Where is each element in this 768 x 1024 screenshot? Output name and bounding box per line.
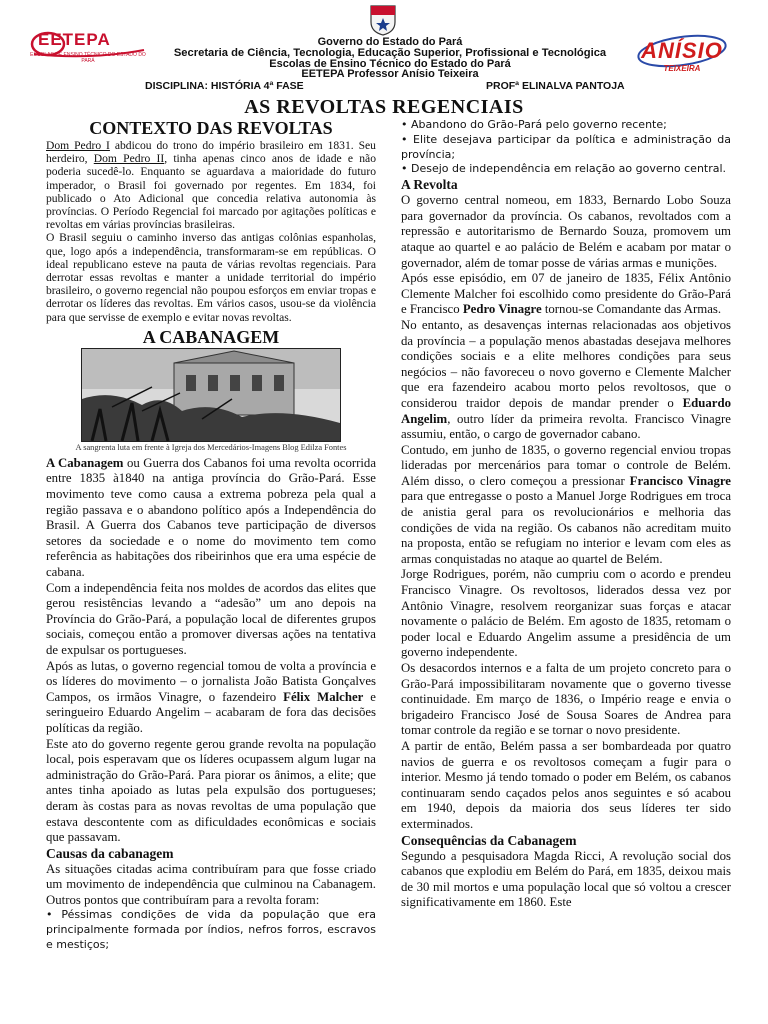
revolta-paragraph-6: Os desacordos internos e a falta de um projeto concreto para o Grão-Pará impossibilitaram novamente que o governo tivesse continuidade. Em março de 1836, o Império reage e envia o brigadeiro Francisco José de Sousa Soares de Andrea para tomar controle da região e se tornar o novo presidente.: [401, 661, 731, 738]
revolta-p2-text-end: tornou-se Comandante das Armas.: [541, 302, 722, 317]
header-line-4: EETEPA Professor Anísio Teixeira: [301, 68, 479, 80]
revolta-p2-text: Após esse episódio, em 07 de janeiro de 1835, Félix Antônio Clemente Malcher foi escolhido como presidente do Grão-Pará e Francisco: [401, 271, 731, 317]
document-header: [0, 0, 768, 92]
eetepa-logo: [30, 30, 146, 62]
causas-heading: Causas da cabanagem: [46, 845, 174, 861]
cabanagem-paragraph-2: Com a independência feita nos moldes de acordos das elites que gerou resistências levando a “adesão” um ano depois na Província do Grão-Pará, a população local de diferentes grupos sociais, começou então a promover diversas ações na tentativa de expulsar os portugueses.: [46, 580, 376, 657]
right-column: [401, 118, 731, 911]
consequencias-heading: Consequências da Cabanagem: [401, 832, 577, 848]
revolta-p3-text: No entanto, as desavenças internas relacionadas aos objetivos da província – a população menos abastadas desejava melhores condições sociais e a elite melhores condições para seus negócios – não favoreceu o novo governo e Clemente Malcher que era fazendeiro acabou morto pelos revoltosos, que o considerou traidor depois de mandar prender o: [401, 317, 731, 410]
contexto-p1-text-end: , tinha apenas cinco anos de idade e não poderia sucedê-lo. Enquanto se aguardava a maioridade do futuro imperador, o Brasil foi governado por regentes. Em 1834, foi publicado o Ato Adicional que concedia relativa autonomia às províncias. O Período Regencial foi marcado por agitações políticas e revoltas em várias províncias brasileiras.: [46, 152, 376, 232]
anisio-logo-subtext: TEIXEIRA: [663, 64, 701, 73]
cabanagem-p3-text-end: e seringueiro Eduardo Angelim – acabaram de fora das decisões políticas da região.: [46, 689, 376, 735]
causas-bullet-3: • Elite desejava participar da política e administração da província;: [401, 132, 731, 161]
cabanagem-heading: A CABANAGEM: [142, 326, 280, 347]
cabanagem-paragraph-4: Este ato do governo regente gerou grande revolta na população local, pois esperavam que os líderes ocupassem algum lugar na administração do Grão-Pará. Para piorar os ânimos, a elite; que antes tinha apoiado as lutas pela expulsão dos portugueses; deram às costas para as novas revoltas de uma população que estava descontente com as dificuldades econômicas e sociais que passavam.: [46, 736, 376, 845]
consequencias-paragraph: Segundo a pesquisadora Magda Ricci, A revolução social dos cabanos que explodiu em Belém do Pará, em 1835, deixou mais de 30 mil mortos e uma população local que só voltou a crescer significativamente em 1860. Este: [401, 848, 731, 910]
teacher-label: PROFª ELINALVA PANTOJA: [486, 80, 625, 92]
contexto-heading: CONTEXTO DAS REVOLTAS: [89, 118, 333, 138]
contexto-p1-text: abdicou do trono do império brasileiro em 1831. Seu herdeiro,: [46, 139, 376, 166]
anisio-logo-text: ANÍSIO: [641, 38, 723, 63]
para-state-crest-icon: [368, 4, 398, 36]
revolta-paragraph-3: [401, 318, 731, 443]
eetepa-logo-text: EETEPA: [38, 30, 111, 49]
eduardo-angelim-name: Eduardo Angelim: [401, 395, 731, 426]
revolta-p3-text-end: , outro líder da primeira revolta. Francisco Vinagre assumiu, então, o cargo de governador cabano.: [401, 411, 731, 442]
eetepa-logo-subtext: ESCOLAS DE ENSINO TÉCNICO DO ESTADO DO PARÁ: [30, 52, 146, 64]
felix-malcher-name: Félix Malcher: [283, 689, 364, 704]
discipline-label: DISCIPLINA: HISTÓRIA 4ª FASE: [145, 80, 304, 92]
header-line-3: Escolas de Ensino Técnico do Estado do Pará: [269, 58, 511, 70]
contexto-paragraph-2: O Brasil seguiu o caminho inverso das antigas colônias espanholas, que, logo após a independência, transformaram-se em repúblicas. O ideal republicano esteve na pauta de várias revoltas regenciais. Para derrotar essas revoltas e manter a unidade territorial do império brasileiro, o governo regencial não poupou esforços em enviar tropas e derrotar os líderes das revoltas. Em vários casos, usou-se da violência para que servisse de exemplo e evitar novas revoltas.: [46, 231, 376, 324]
causas-bullet-4: • Desejo de independência em relação ao governo central.: [401, 162, 727, 176]
dom-pedro-ii-link: Dom Pedro II: [93, 152, 165, 166]
revolta-paragraph-2: [401, 271, 731, 318]
revolta-paragraph-7: A partir de então, Belém passa a ser bombardeada por quatro navios de guerra e os revoltosos começam a fugir para o interior. Mesmo já tendo tomado o poder em Belém, os cabanos continuaram sendo caçados pelos anos seguintes e só acabou em 1940, depois da maioria dos seus líderes ter sido exterminados.: [401, 738, 731, 831]
revolta-paragraph-4: [401, 443, 731, 568]
cabanagem-p3-text: Após as lutas, o governo regencial tomou de volta a província e os líderes do movimento – o jornalista João Batista Gonçalves Campos, os irmãos Vinagre, o fazendeiro: [46, 658, 376, 704]
image-caption: A sangrenta luta em frente à Igreja dos Mercedários-Imagens Blog Edilza Fontes: [75, 442, 347, 452]
pedro-vinagre-name: Pedro Vinagre: [462, 302, 542, 317]
page-title: AS REVOLTAS REGENCIAIS: [244, 96, 524, 118]
causas-paragraph: As situações citadas acima contribuíram para que fosse criado um movimento de independência que culminou na Cabanagem. Outros pontos que contribuíram para a revolta foram:: [46, 861, 376, 907]
revolta-heading: A Revolta: [401, 177, 458, 193]
cabanagem-illustration: [81, 348, 341, 442]
cabanagem-paragraph-3: [46, 659, 376, 737]
left-column: [46, 118, 376, 953]
header-line-1: Governo do Estado do Pará: [317, 36, 463, 48]
revolta-paragraph-1: O governo central nomeou, em 1833, Bernardo Lobo Souza para governador da província. Os cabanos, revoltados com a repressão e autoritarismo de Bernardo Souza, promovem um ataque ao quartel e ao palácio de Belém e acabam por matar o governador, além de tomar posse de várias armas e munições.: [401, 193, 731, 270]
revolta-p4-text: Contudo, em junho de 1835, o governo regencial enviou tropas lideradas por mercenários para tomar o controle de Belém. Além disso, o clero começou a pressionar: [401, 442, 731, 488]
revolta-p4-text-end: para que entregasse o posto a Manuel Jorge Rodrigues em troca de anistia geral para os revolucionários e melhoria das condições de vida na região. Os cabanos não acreditam muito na proposta, então se refugiam no interior e levam com eles as armas conquistadas no ataque ao quartel de Belém.: [401, 489, 731, 566]
cabanagem-p1-text: ou Guerra dos Cabanos foi uma revolta ocorrida entre 1835 à1840 na antiga província do Grão-Pará. Esse movimento teve como causa a extrema pobreza pela qual a região passava e o abandono político após a Independência do Brasil. A Guerra dos Cabanos teve participação de diversos setores da sociedade e o nome do movimento tem como referência as habitações dos ribeirinhos que era uma espécie de cabana.: [46, 455, 376, 579]
causas-bullet-2: • Abandono do Grão-Pará pelo governo recente;: [401, 118, 667, 131]
revolta-paragraph-5: Jorge Rodrigues, porém, não cumpriu com o acordo e prendeu Francisco Vinagre. Os revoltosos, liderados dessa vez por Antônio Vinagre, resolvem reorganizar suas forças e atacar novamente o palácio de Belém. Em agosto de 1835, retomam o poder local e Eduardo Angelim assume a presidência de um governo independente.: [401, 567, 731, 660]
contexto-paragraph-1: [46, 139, 376, 231]
cabanagem-term: A Cabanagem: [46, 455, 124, 470]
causas-bullet-1: • Péssimas condições de vida da população que era principalmente formada por índios, nefros forros, escravos e mestiços;: [46, 908, 376, 952]
header-line-2: Secretaria de Ciência, Tecnologia, Educação Superior, Profissional e Tecnológica: [173, 47, 607, 59]
anisio-logo: [636, 30, 728, 72]
cabanagem-paragraph-1: [46, 456, 376, 581]
dom-pedro-i-link: Dom Pedro I: [46, 139, 110, 152]
francisco-vinagre-name: Francisco Vinagre: [629, 473, 731, 488]
